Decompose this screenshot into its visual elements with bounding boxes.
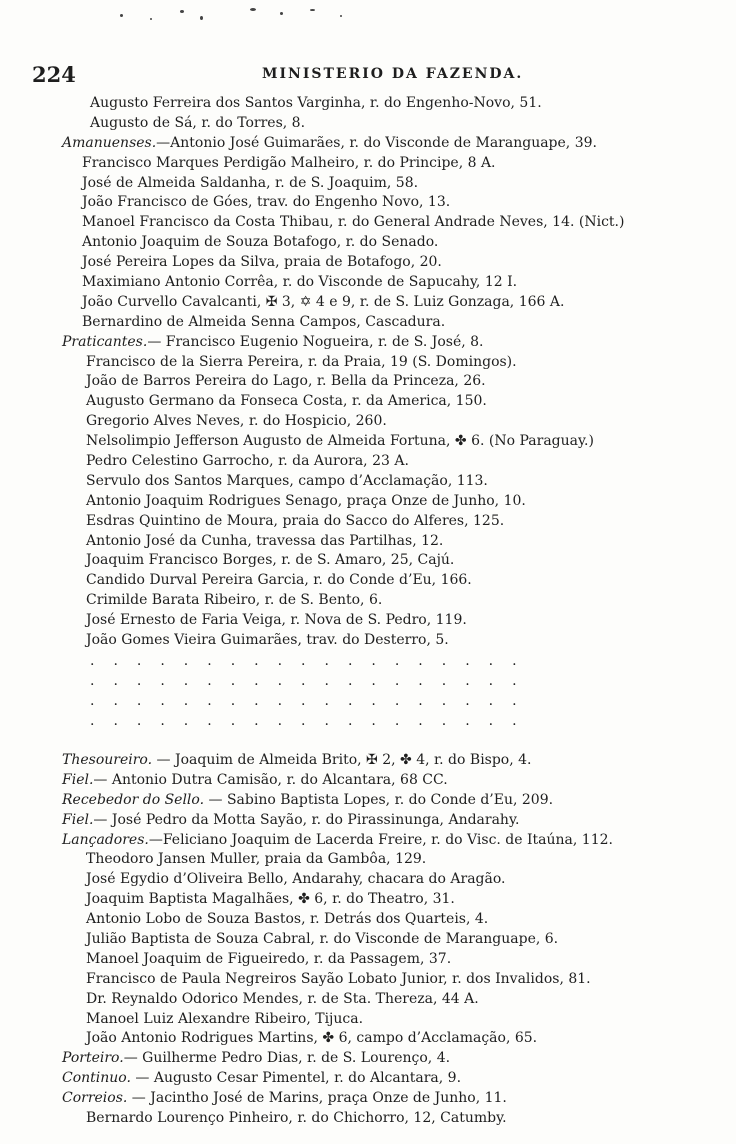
list-item: Augusto Ferreira dos Santos Varginha, r. do Engenho-Novo, 51.	[90, 95, 542, 111]
list-item: Joaquim Francisco Borges, r. de S. Amaro, 25, Cajú.	[86, 552, 455, 569]
section-entry: Amanuenses.—Antonio José Guimarães, r. do Visconde de Maranguape, 39.	[62, 134, 597, 151]
list-item: Manoel Luiz Alexandre Ribeiro, Tijuca.	[86, 1010, 364, 1027]
list-item: José de Almeida Saldanha, r. de S. Joaquim, 58.	[82, 174, 419, 191]
list-item: Antonio Lobo de Souza Bastos, r. Detrás dos Quarteis, 4.	[86, 911, 489, 928]
running-head: MINISTERIO DA FAZENDA.	[262, 66, 524, 82]
list-item: Bernardo Lourenço Pinheiro, r. do Chichorro, 12, Catumby.	[86, 1109, 507, 1126]
list-item: Crimilde Barata Ribeiro, r. de S. Bento, 6.	[86, 592, 383, 609]
list-item: Antonio Joaquim Rodrigues Senago, praça Onze de Junho, 10.	[86, 492, 526, 509]
list-item: João Curvello Cavalcanti, ✠ 3, ✡ 4 e 9, r. de S. Luiz Gonzaga, 166 A.	[82, 293, 565, 310]
section-entry: Recebedor do Sello. — Sabino Baptista Lopes, r. do Conde d’Eu, 209.	[62, 791, 554, 808]
list-item: Dr. Reynaldo Odorico Mendes, r. de Sta. Thereza, 44 A.	[86, 990, 479, 1007]
list-item: Francisco de Paula Negreiros Sayão Lobato Junior, r. dos Invalidos, 81.	[86, 970, 591, 987]
section-entry: Lançadores.—Feliciano Joaquim de Lacerda Freire, r. do Visc. de Itaúna, 112.	[62, 831, 613, 848]
list-item: Theodoro Jansen Muller, praia da Gambôa, 129.	[86, 851, 427, 868]
section-entry: Praticantes.— Francisco Eugenio Nogueira, r. de S. José, 8.	[62, 333, 484, 350]
leader-dots: ...................	[90, 692, 536, 709]
list-item: Nelsolimpio Jefferson Augusto de Almeida Fortuna, ✤ 6. (No Paraguay.)	[86, 433, 594, 450]
list-item: Julião Baptista de Souza Cabral, r. do Visconde de Maranguape, 6.	[86, 930, 559, 947]
page-header	[32, 62, 552, 86]
list-item: José Ernesto de Faria Veiga, r. Nova de S. Pedro, 119.	[86, 612, 467, 629]
section-entry: Continuo. — Augusto Cesar Pimentel, r. do Alcantara, 9.	[62, 1070, 462, 1087]
list-item: Francisco de la Sierra Pereira, r. da Praia, 19 (S. Domingos).	[86, 353, 517, 370]
leader-dots: ...................	[90, 652, 536, 669]
list-item: Augusto Germano da Fonseca Costa, r. da America, 150.	[86, 393, 487, 410]
section-entry: Porteiro.— Guilherme Pedro Dias, r. de S. Lourenço, 4.	[62, 1050, 451, 1067]
list-item: José Egydio d’Oliveira Bello, Andarahy, chacara do Aragão.	[86, 871, 506, 888]
list-item: João de Barros Pereira do Lago, r. Bella da Princeza, 26.	[86, 373, 486, 390]
list-item: Manoel Joaquim de Figueiredo, r. da Passagem, 37.	[86, 950, 452, 967]
list-item: Esdras Quintino de Moura, praia do Sacco do Alferes, 125.	[86, 512, 505, 529]
section-entry: Correios. — Jacintho José de Marins, praça Onze de Junho, 11.	[62, 1090, 507, 1107]
list-item: Candido Durval Pereira Garcia, r. do Conde d’Eu, 166.	[86, 572, 472, 589]
section-entry: Thesoureiro. — Joaquim de Almeida Brito, ✠ 2, ✤ 4, r. do Bispo, 4.	[62, 751, 532, 768]
list-item: Bernardino de Almeida Senna Campos, Cascadura.	[82, 313, 446, 330]
leader-dots: ...................	[90, 712, 536, 729]
list-item: José Pereira Lopes da Silva, praia de Botafogo, 20.	[82, 254, 442, 271]
leader-dots: ...................	[90, 672, 536, 689]
directory-list	[62, 94, 732, 1129]
list-item: Francisco Marques Perdigão Malheiro, r. do Principe, 8 A.	[82, 154, 496, 171]
list-item: Maximiano Antonio Corrêa, r. do Visconde de Sapucahy, 12 I.	[82, 274, 518, 291]
list-item: Manoel Francisco da Costa Thibau, r. do General Andrade Neves, 14. (Nict.)	[82, 214, 625, 231]
list-item: Joaquim Baptista Magalhães, ✤ 6, r. do Theatro, 31.	[86, 891, 455, 908]
list-item: Augusto de Sá, r. do Torres, 8.	[90, 114, 306, 131]
list-item: João Gomes Vieira Guimarães, trav. do Desterro, 5.	[86, 632, 449, 649]
list-item: Antonio José da Cunha, travessa das Partilhas, 12.	[86, 532, 444, 549]
section-entry: Fiel.— Antonio Dutra Camisão, r. do Alcantara, 68 CC.	[62, 771, 448, 788]
list-item: Antonio Joaquim de Souza Botafogo, r. do Senado.	[82, 234, 439, 251]
list-item: Pedro Celestino Garrocho, r. da Aurora, 23 A.	[86, 453, 409, 470]
page-number: 224	[32, 62, 76, 87]
list-item: Gregorio Alves Neves, r. do Hospicio, 260.	[86, 413, 387, 430]
spacer	[62, 731, 732, 751]
list-item: João Antonio Rodrigues Martins, ✤ 6, campo d’Acclamação, 65.	[86, 1030, 538, 1047]
section-entry: Fiel.— José Pedro da Motta Sayão, r. do Pirassinunga, Andarahy.	[62, 811, 520, 828]
print-noise	[110, 6, 440, 30]
list-item: Servulo dos Santos Marques, campo d’Acclamação, 113.	[86, 472, 488, 489]
list-item: João Francisco de Góes, trav. do Engenho Novo, 13.	[82, 194, 451, 211]
